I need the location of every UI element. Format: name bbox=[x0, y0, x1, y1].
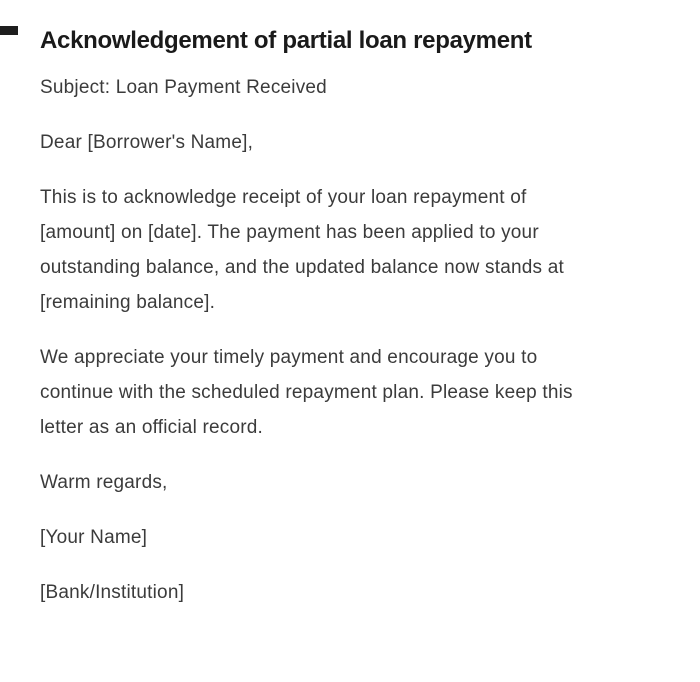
signature-name: [Your Name] bbox=[40, 527, 148, 548]
paragraph-line: We appreciate your timely payment and encourage you to bbox=[40, 347, 538, 368]
paragraph-line: This is to acknowledge receipt of your loan repayment of bbox=[40, 187, 527, 208]
letter-document bbox=[0, 26, 700, 682]
signature-institution: [Bank/Institution] bbox=[40, 582, 185, 603]
paragraph-line: [remaining balance]. bbox=[40, 292, 216, 313]
corner-artifact-mark bbox=[0, 26, 18, 35]
paragraph-line: outstanding balance, and the updated balance now stands at bbox=[40, 257, 564, 278]
body-paragraph-2 bbox=[40, 340, 660, 445]
closing: Warm regards, bbox=[40, 472, 168, 493]
body-paragraph-1 bbox=[40, 180, 660, 320]
salutation: Dear [Borrower's Name], bbox=[40, 132, 254, 153]
subject-line: Subject: Loan Payment Received bbox=[40, 77, 327, 98]
paragraph-line: continue with the scheduled repayment plan. Please keep this bbox=[40, 382, 573, 403]
letter-title: Acknowledgement of partial loan repayment bbox=[40, 27, 532, 54]
paragraph-line: letter as an official record. bbox=[40, 417, 264, 438]
paragraph-line: [amount] on [date]. The payment has been applied to your bbox=[40, 222, 539, 243]
